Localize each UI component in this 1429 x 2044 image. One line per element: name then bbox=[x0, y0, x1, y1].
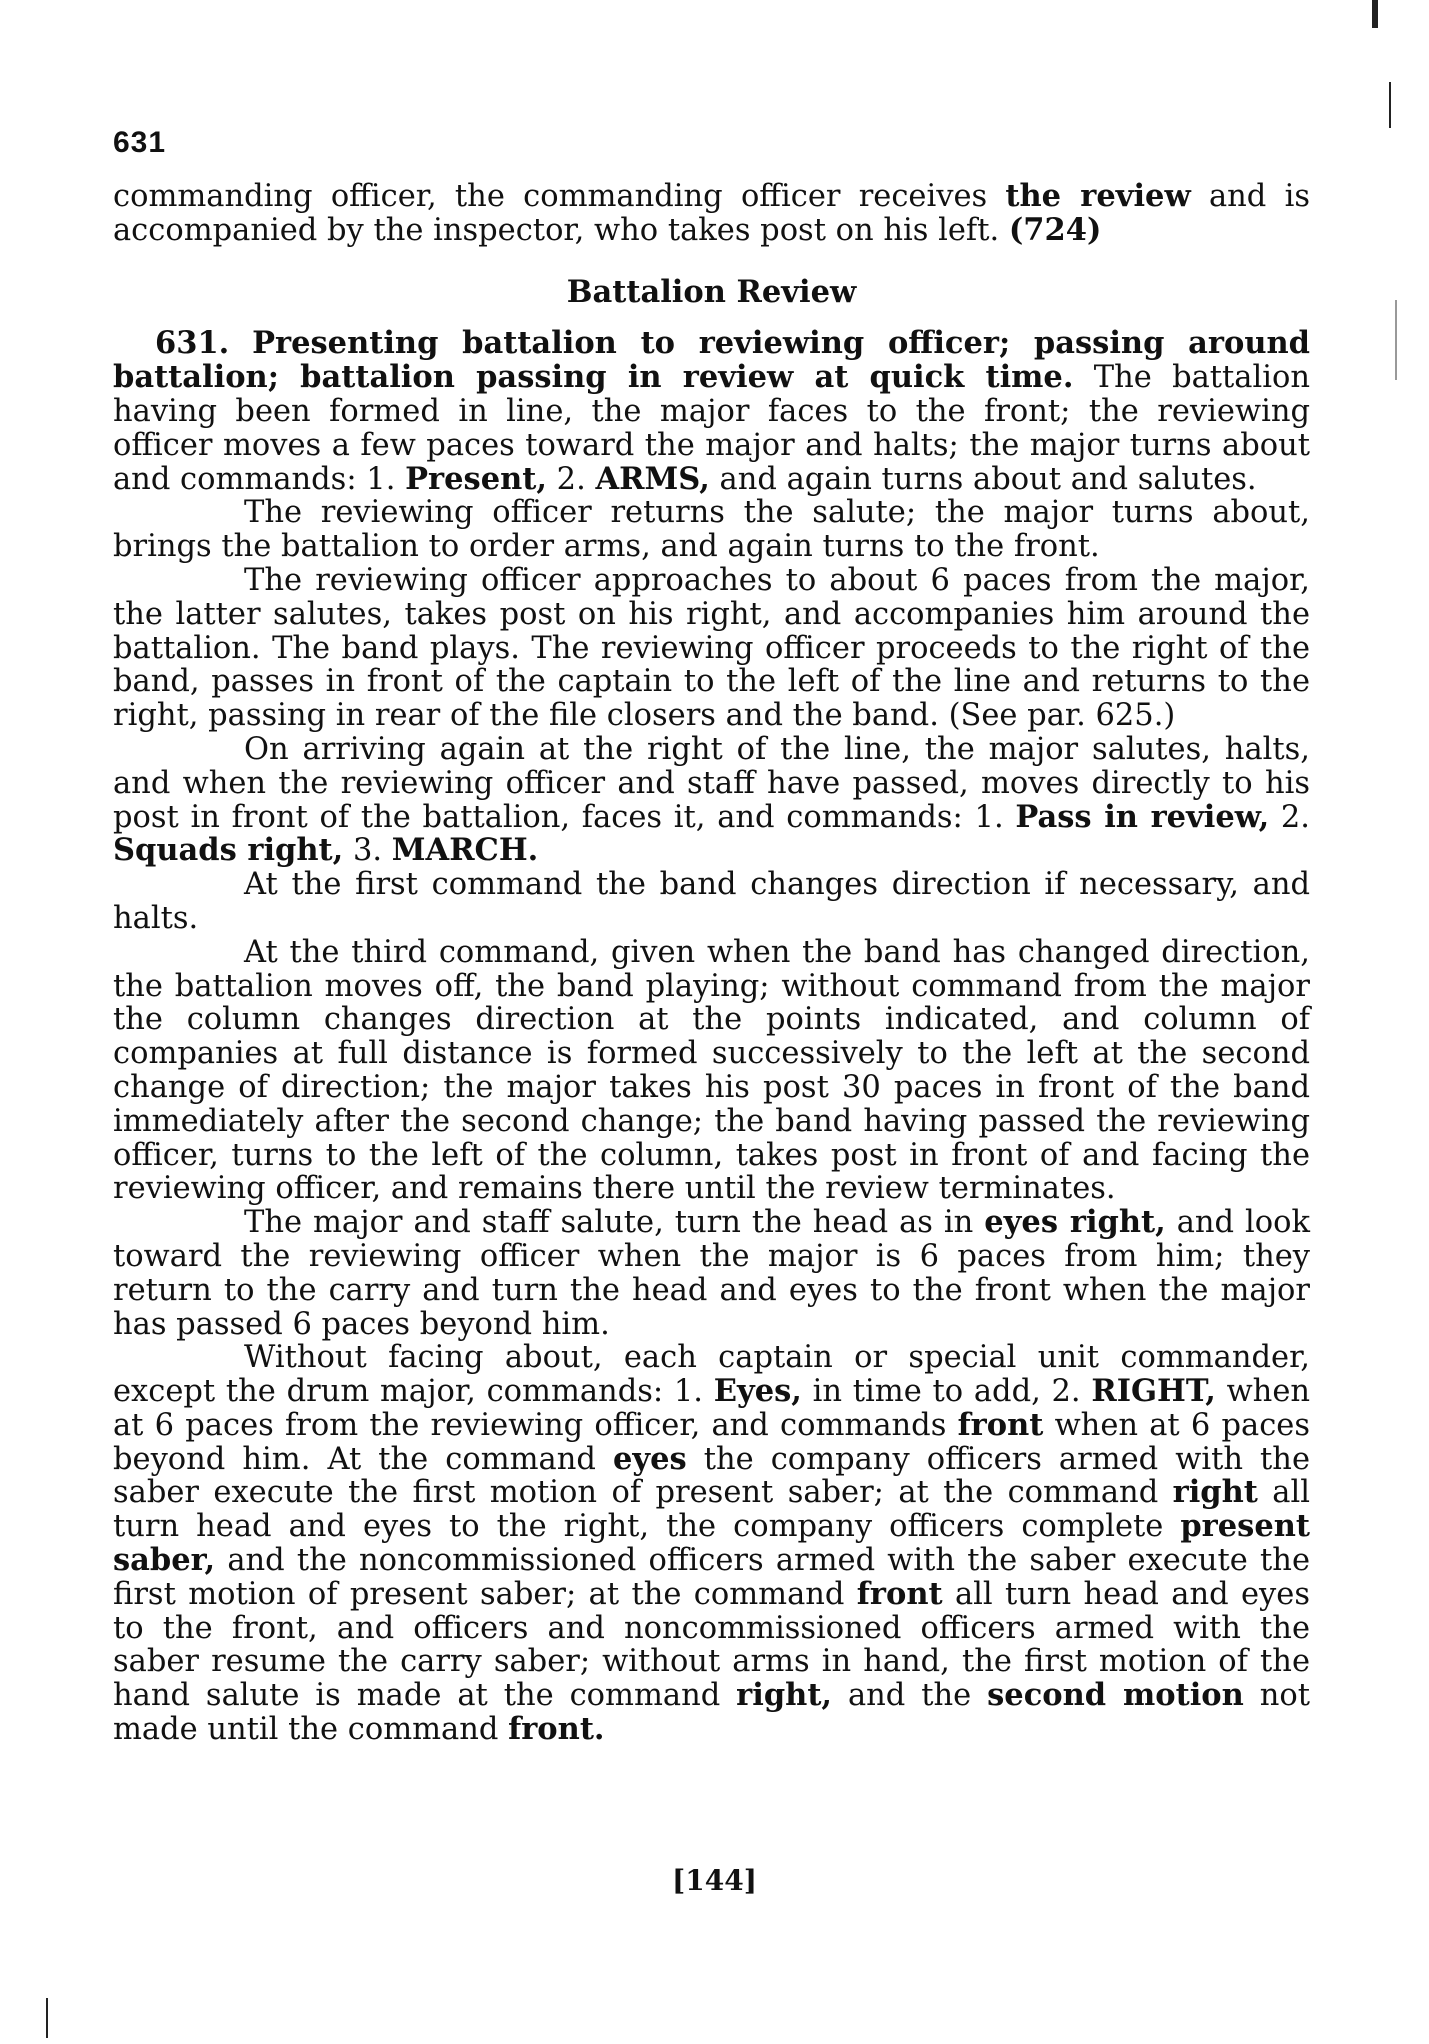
intro-paragraph: commanding officer, the commanding officer receives the review and is accompanied by the inspector, who takes post on his left. (724) bbox=[113, 178, 1310, 248]
page-number: 631 bbox=[113, 126, 167, 159]
paragraph-major-and-staff: The major and staff salute, turn the head as in eyes right, and look toward the reviewing officer when the major is 6 paces from him; they return to the carry and turn the head and eyes to the front when the major has passed 6 paces beyond him. bbox=[113, 1204, 1310, 1342]
body-text bbox=[113, 180, 1310, 1747]
paragraph-third-command: At the third command, given when the band has changed direction, the battalion moves off, the band playing; without command from the major the column changes direction at the points indicated, and column of companies at full distance is formed successively to the left at the second change of direction; the major takes his post 30 paces in front of the band immediately after the second change; the band having passed the reviewing officer, turns to the left of the column, takes post in front of and facing the reviewing officer, and remains there until the review terminates. bbox=[113, 934, 1310, 1207]
paragraph-return-salute: The reviewing officer returns the salute; the major turns about, brings the battalion to order arms, and again turns to the front. bbox=[113, 495, 1310, 565]
page-footer-number: [144] bbox=[672, 1864, 757, 1897]
paragraph-pass-in-review: On arriving again at the right of the line, the major salutes, halts, and when the reviewing officer and staff have passed, moves directly to his post in front of the battalion, faces it, and commands: 1. Pass in review, 2. Squads right, 3. MARCH. bbox=[113, 731, 1310, 869]
paragraph-first-command: At the first command the band changes direction if necessary, and halts. bbox=[113, 867, 1310, 936]
section-heading: Battalion Review bbox=[566, 273, 857, 310]
paragraph-eyes-right: Without facing about, each captain or special unit commander, except the drum major, commands: 1. Eyes, in time to add, 2. RIGHT, when at 6 paces from the reviewing officer, and commands front when at 6 paces beyond him. At the command eyes the company officers armed with the saber execute the first motion of present saber; at the command right all turn head and eyes to the right, the company officers complete present saber, and the noncommissioned officers armed with the saber execute the first motion of present saber; at the command front all turn head and eyes to the front, and officers and noncommissioned officers armed with the saber resume the carry saber; without arms in hand, the first motion of the hand salute is made at the command right, and the second motion not made until the command front. bbox=[113, 1340, 1311, 1748]
paragraph-631: 631. Presenting battalion to reviewing officer; passing around battalion; battalion passing in review at quick time. The battalion having been formed in line, the major faces to the front; the reviewing officer moves a few paces toward the major and halts; the major turns about and commands: 1. Present, 2. ARMS, and again turns about and salutes. bbox=[113, 325, 1310, 497]
scan-mark bbox=[1389, 82, 1391, 128]
scan-mark bbox=[46, 1998, 48, 2038]
paragraph-approach: The reviewing officer approaches to about 6 paces from the major, the latter salutes, takes post on his right, and accompanies him around the battalion. The band plays. The reviewing officer proceeds to the right of the band, passes in front of the captain to the left of the line and returns to the right, passing in rear of the file closers and the band. (See par. 625.) bbox=[113, 562, 1310, 734]
scan-mark bbox=[1372, 0, 1378, 28]
scan-mark bbox=[1395, 300, 1397, 380]
